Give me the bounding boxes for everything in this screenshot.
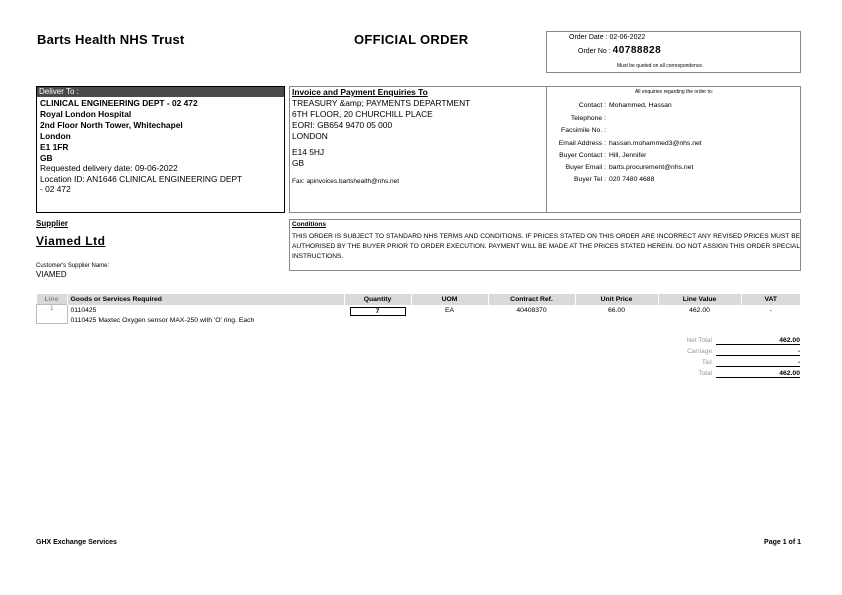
contact-label: Facsimile No. : [561, 127, 606, 134]
col-vat: VAT [741, 294, 801, 305]
col-unit-price: Unit Price [575, 294, 658, 305]
item-vat: - [769, 306, 772, 314]
order-number-row [578, 45, 661, 56]
order-lines-header [37, 294, 801, 305]
order-date-label: Order Date : [569, 34, 608, 41]
item-unit-price: 66.00 [607, 306, 625, 314]
total-value: - [716, 348, 800, 356]
col-contract: Contract Ref. [488, 294, 575, 305]
total-label: Tax [701, 359, 712, 366]
invoice-address-line: 6TH FLOOR, 20 CHURCHILL PLACE [292, 108, 433, 119]
contact-value: hassan.mohammed3@nhs.net [609, 140, 702, 147]
contact-value: 020 7480 4688 [609, 176, 655, 183]
deliver-address-line: London [40, 130, 71, 141]
quote-note: Must be quoted on all correspondence. [617, 63, 704, 69]
contact-heading: All enquiries regarding the order to: [634, 89, 714, 95]
col-line: Line [37, 294, 68, 305]
invoice-box [289, 86, 801, 213]
total-value: 462.00 [716, 337, 800, 345]
order-date-row [569, 34, 645, 41]
document-title: OFFICIAL ORDER [354, 32, 469, 47]
deliver-to-box [36, 86, 285, 213]
item-contract: 40408370 [516, 306, 547, 314]
customer-supplier-label: Customer's Supplier Name: [36, 263, 110, 269]
total-label: Total [698, 370, 712, 377]
total-value: 462.00 [716, 370, 800, 378]
item-uom: EA [444, 306, 455, 314]
item-line-value: 462.00 [689, 306, 710, 314]
total-label: Carriage [687, 348, 712, 355]
footer-provider: GHX Exchange Services [36, 539, 117, 546]
contact-label: Email Address : [558, 140, 606, 147]
organisation-name: Barts Health NHS Trust [37, 32, 185, 47]
deliver-address-line: - 02 472 [40, 184, 71, 195]
item-code: 0110425 [70, 306, 97, 314]
order-number-value: 40788828 [612, 45, 662, 56]
col-quantity: Quantity [344, 294, 411, 305]
invoice-heading: Invoice and Payment Enquiries To [292, 87, 428, 97]
invoice-address-line: TREASURY &amp; PAYMENTS DEPARTMENT [292, 98, 471, 108]
deliver-address-line: CLINICAL ENGINEERING DEPT - 02 472 [40, 98, 198, 108]
deliver-address-line: Royal London Hospital [40, 108, 132, 119]
col-line-value: Line Value [658, 294, 741, 305]
contact-label: Buyer Contact : [559, 152, 606, 159]
order-lines-table [36, 294, 801, 324]
invoice-address [292, 98, 470, 168]
invoice-address-line: LONDON [292, 130, 328, 141]
table-row [37, 305, 801, 316]
deliver-address-line: Requested delivery date: 09-06-2022 [40, 163, 178, 174]
contact-label: Telephone : [570, 115, 606, 122]
contact-value: Hill, Jennifer [609, 152, 647, 159]
customer-supplier-value: VIAMED [36, 270, 67, 279]
invoice-address-line: GB [292, 157, 305, 168]
item-quantity: 7 [350, 307, 406, 316]
table-row-description [37, 316, 801, 324]
conditions-title: Conditions [292, 221, 326, 228]
line-number: 1 [37, 305, 68, 324]
invoice-fax: Fax: apinvoices.bartshealth@nhs.net [292, 178, 400, 185]
contact-label: Buyer Tel : [574, 176, 606, 183]
order-number-label: Order No : [578, 48, 611, 55]
total-label: Net Total [686, 337, 712, 344]
order-date-value: 02-06-2022 [609, 34, 646, 41]
deliver-to-address [40, 98, 242, 193]
supplier-label: Supplier [36, 219, 69, 228]
page-number: Page 1 of 1 [764, 539, 801, 546]
col-uom: UOM [411, 294, 488, 305]
total-value: - [716, 359, 800, 367]
deliver-address-line: E1 1FR [40, 141, 69, 152]
supplier-name: Viamed Ltd [36, 234, 106, 248]
item-quantity-cell [344, 305, 411, 316]
invoice-address-line: E14 5HJ [292, 146, 325, 157]
order-info-box [546, 31, 801, 73]
contact-label: Contact : [578, 102, 606, 109]
item-description: 0110425 Maxtec Oxygen sensor MAX-250 with 'O' ring. Each [70, 316, 255, 324]
contact-value: barts.procurement@nhs.net [609, 164, 694, 171]
deliver-address-line: GB [40, 152, 53, 163]
conditions-box [289, 219, 801, 271]
invoice-address-line: EORI: GB654 9470 05 000 [292, 119, 393, 130]
conditions-text: THIS ORDER IS SUBJECT TO STANDARD NHS TERMS AND CONDITIONS. IF PRICES STATED ON THIS ORDER ARE INCORRECT ANY REVISED PRICES MUST BE AUTHORISED BY THE BUYER PRIOR TO ORDER EXECUTION. PAYMENT WILL BE MADE AT THE PRICES STATED HEREIN. DO NOT ASSIGN THIS ORDER SPECIAL INSTRUCTIONS. [292, 233, 800, 260]
col-goods: Goods or Services Required [67, 294, 344, 305]
deliver-to-heading: Deliver To : [37, 87, 284, 97]
deliver-address-line: Location ID: AN1646 CLINICAL ENGINEERING DEPT [40, 174, 243, 185]
deliver-address-line: 2nd Floor North Tower, Whitechapel [40, 119, 183, 130]
contact-value: Mohammed, Hassan [609, 102, 672, 109]
contact-label: Buyer Email : [565, 164, 606, 171]
